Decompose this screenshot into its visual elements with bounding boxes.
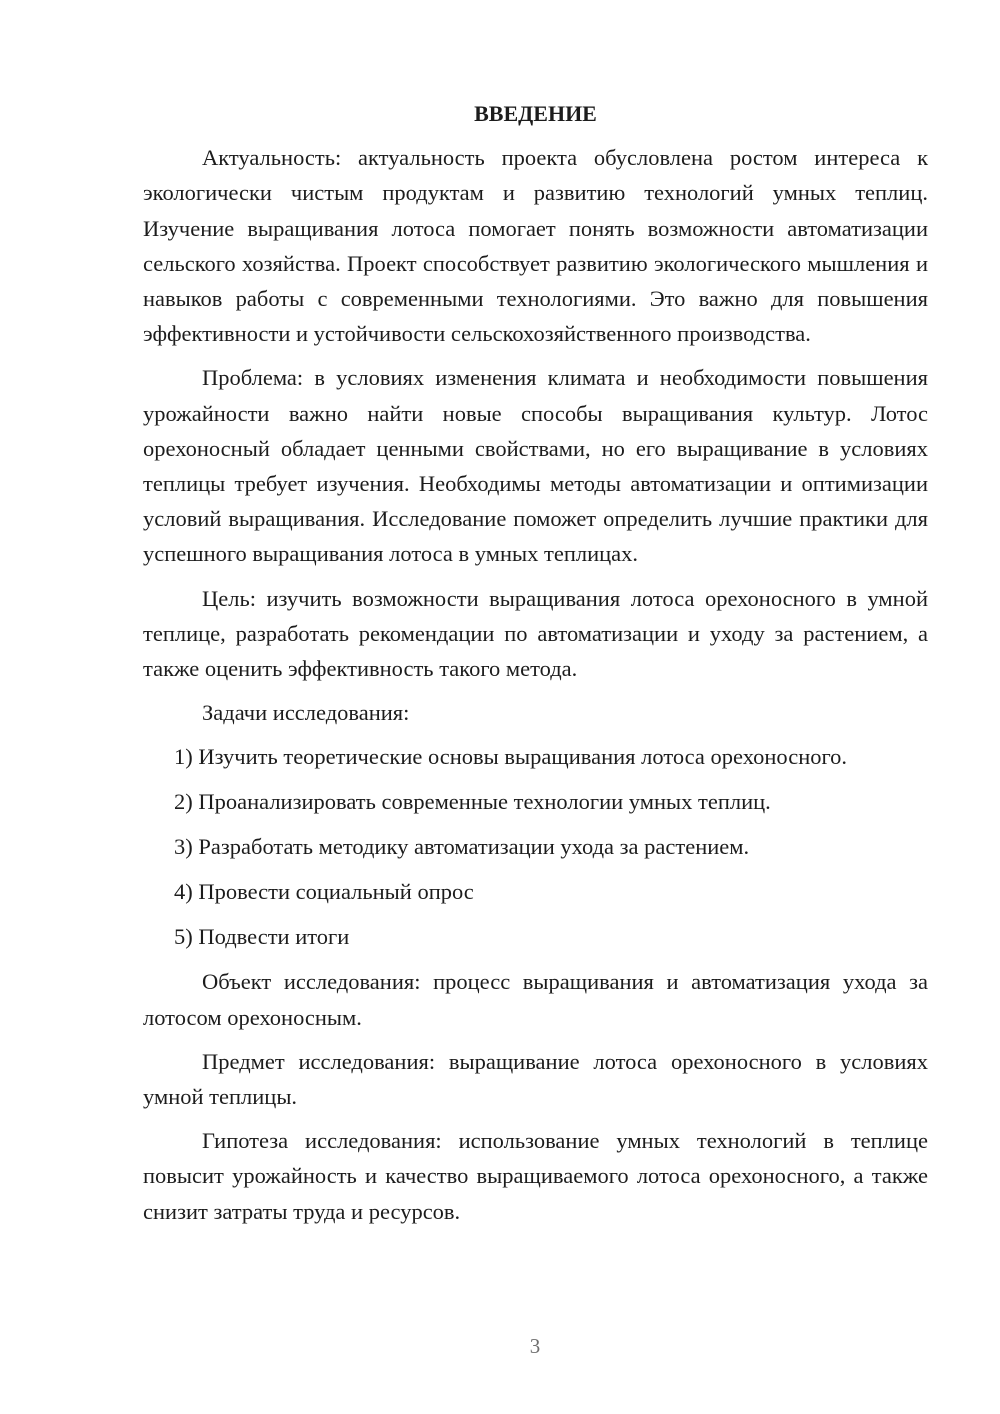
list-item: 5) Подвести итоги — [174, 924, 350, 950]
page-title: ВВЕДЕНИЕ — [474, 101, 597, 126]
list-item: 1) Изучить теоретические основы выращивания лотоса орехоносного. — [174, 744, 848, 770]
list-item: 4) Провести социальный опрос — [174, 879, 474, 905]
paragraph-object: Объект исследования: процесс выращивания и автоматизация ухода за лотосом орехоносным. — [143, 969, 928, 1030]
paragraph-hypothesis: Гипотеза исследования: использование умных технологий в теплице повысит урожайность и качество выращиваемого лотоса орехоносного, а также снизит затраты труда и ресурсов. — [143, 1128, 928, 1224]
paragraph-subject: Предмет исследования: выращивание лотоса орехоносного в условиях умной теплицы. — [143, 1048, 928, 1110]
paragraph-relevance: Актуальность: актуальность проекта обусловлена ростом интереса к экологически чистым продуктам и развитию технологий умных теплиц. Изучение выращивания лотоса помогает понять возможности автоматизации сельского хозяйства. Проект способствует развитию экологического мышления и навыков работы с современными технологиями. Это важно для повышения эффективности и устойчивости сельскохозяйственного производства. — [143, 145, 928, 347]
list-item: 3) Разработать методику автоматизации ухода за растением. — [174, 834, 750, 860]
tasks-list — [143, 739, 928, 954]
list-item: 2) Проанализировать современные технологии умных теплиц. — [174, 789, 771, 815]
document-page — [143, 96, 928, 1238]
tasks-heading: Задачи исследования: — [202, 700, 410, 726]
paragraph-goal: Цель: изучить возможности выращивания лотоса орехоносного в умной теплице, разработать рекомендации по автоматизации и уходу за растением, а также оценить эффективность такого метода. — [143, 585, 928, 682]
paragraph-problem: Проблема: в условиях изменения климата и необходимости повышения урожайности важно найти новые способы выращивания культур. Лотос орехоносный обладает ценными свойствами, но его выращивание в условиях теплицы требует изучения. Необходимы методы автоматизации и оптимизации условий выращивания. Исследование поможет определить лучшие практики для успешного выращивания лотоса в умных теплицах. — [143, 365, 928, 567]
page-number: 3 — [529, 1334, 541, 1358]
